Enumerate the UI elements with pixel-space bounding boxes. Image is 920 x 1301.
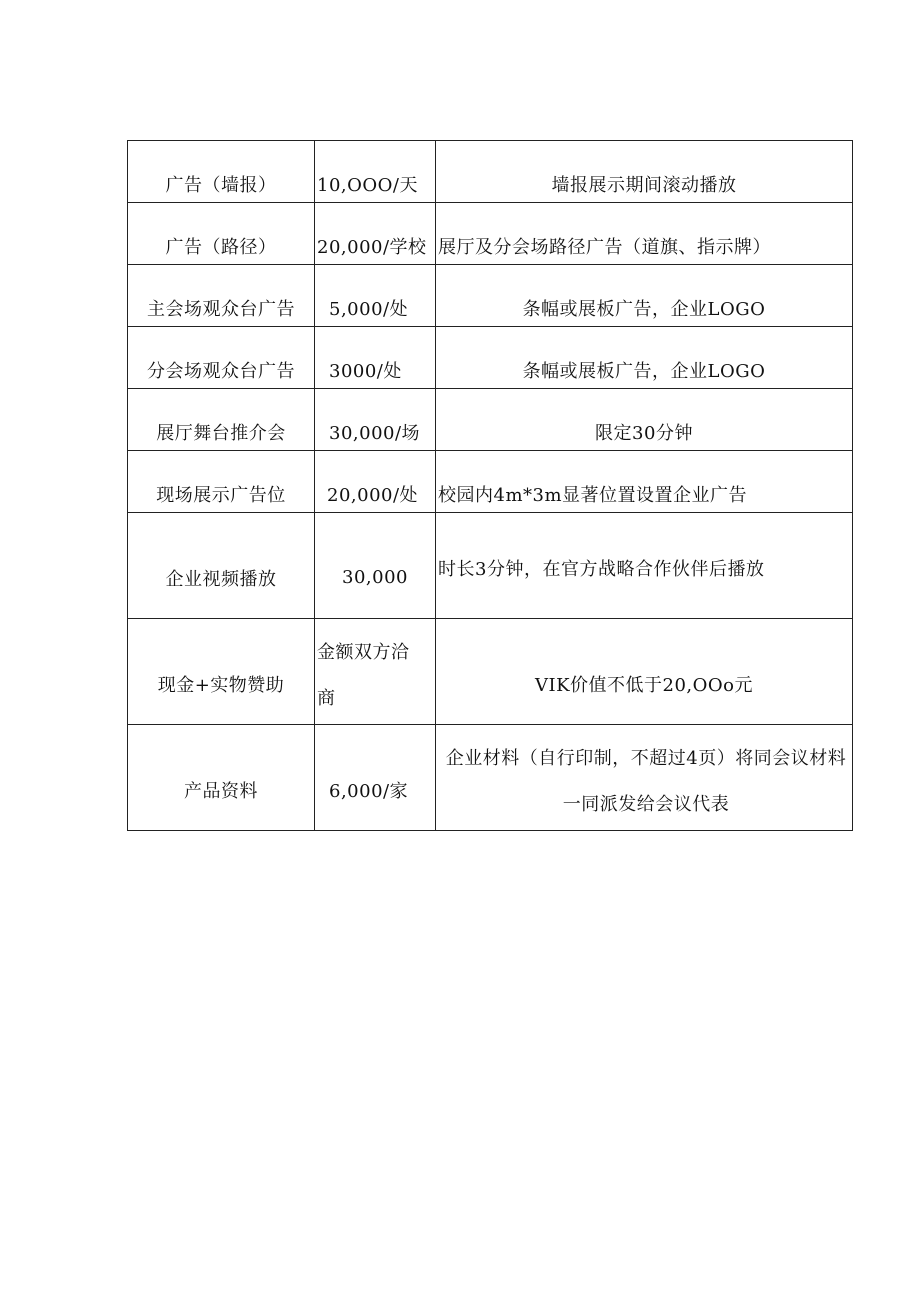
item-cell: 现场展示广告位	[128, 451, 315, 513]
description-cell: 限定30分钟	[436, 389, 853, 451]
item-cell: 广告（路径）	[128, 203, 315, 265]
item-cell: 产品资料	[128, 725, 315, 831]
description-cell: 企业材料（自行印制，不超过4页）将同会议材料一同派发给会议代表	[436, 725, 853, 831]
table-row	[128, 513, 853, 619]
price-cell: 6,000/家	[315, 725, 436, 831]
description-cell: 展厅及分会场路径广告（道旗、指示牌）	[436, 203, 853, 265]
table-row	[128, 203, 853, 265]
description-cell: 墙报展示期间滚动播放	[436, 141, 853, 203]
table-row	[128, 725, 853, 831]
table-row	[128, 265, 853, 327]
sponsorship-table	[127, 140, 853, 831]
description-cell: 条幅或展板广告，企业LOGO	[436, 265, 853, 327]
price-cell: 30,000	[315, 513, 436, 619]
price-cell: 3000/处	[315, 327, 436, 389]
item-cell: 企业视频播放	[128, 513, 315, 619]
item-cell: 现金+实物赞助	[128, 619, 315, 725]
price-cell: 20,000/学校	[315, 203, 436, 265]
price-cell: 金额双方洽商	[315, 619, 436, 725]
description-cell: VIK价值不低于20,OOo元	[436, 619, 853, 725]
item-cell: 广告（墙报）	[128, 141, 315, 203]
price-cell: 20,000/处	[315, 451, 436, 513]
description-cell: 条幅或展板广告，企业LOGO	[436, 327, 853, 389]
item-cell: 展厅舞台推介会	[128, 389, 315, 451]
description-cell: 校园内4m*3m显著位置设置企业广告	[436, 451, 853, 513]
table-row	[128, 389, 853, 451]
item-cell: 主会场观众台广告	[128, 265, 315, 327]
item-cell: 分会场观众台广告	[128, 327, 315, 389]
price-cell: 5,000/处	[315, 265, 436, 327]
table-row	[128, 451, 853, 513]
table-row	[128, 141, 853, 203]
table-row	[128, 619, 853, 725]
table-row	[128, 327, 853, 389]
price-cell: 10,OOO/天	[315, 141, 436, 203]
description-cell: 时长3分钟，在官方战略合作伙伴后播放	[436, 513, 853, 619]
price-cell: 30,000/场	[315, 389, 436, 451]
